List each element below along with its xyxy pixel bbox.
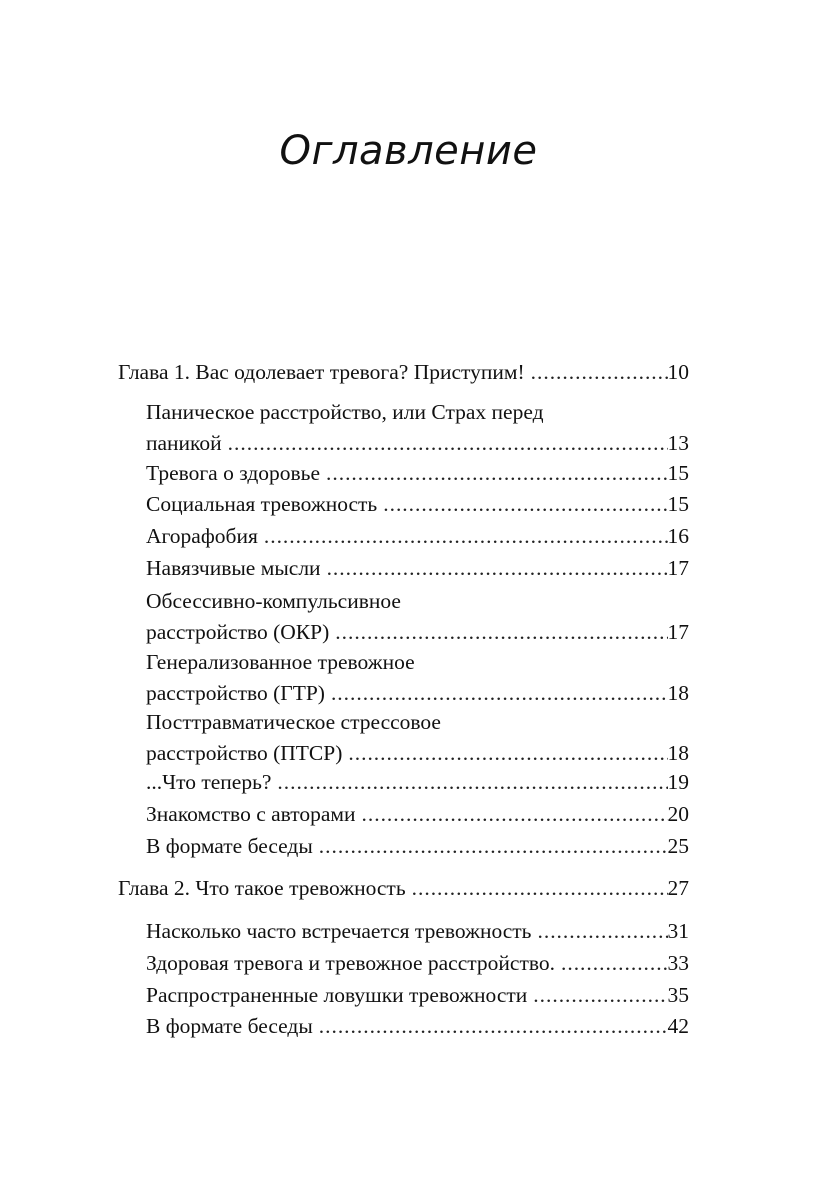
toc-entry-title: Навязчивые мысли (146, 556, 321, 580)
toc-entry-title-line2: расстройство (ПТСР) (146, 741, 343, 765)
toc-page-number: 25 (667, 834, 689, 858)
toc-page-number: 35 (667, 983, 689, 1007)
toc-section-how-common (146, 916, 689, 947)
dot-leader (271, 767, 667, 798)
toc-entry-title: Здоровая тревога и тревожное расстройство. (146, 951, 555, 975)
toc-page-number: 17 (667, 556, 689, 580)
toc-page-number: 31 (667, 919, 689, 943)
toc-section-gad (146, 647, 689, 709)
toc-page-number: 15 (667, 461, 689, 485)
toc-section-what-now (146, 767, 689, 798)
toc-page-number: 27 (667, 876, 689, 900)
toc-entry-title-line2: расстройство (ОКР) (146, 620, 330, 644)
toc-entry-title: Глава 1. Вас одолевает тревога? Приступим! (118, 360, 525, 384)
toc-entry-title: Социальная тревожность (146, 492, 378, 516)
toc-entry-title: ...Что теперь? (146, 770, 272, 794)
dot-leader (406, 873, 668, 904)
dot-leader (320, 458, 667, 489)
toc-section-social-anxiety (146, 489, 689, 520)
dot-leader (321, 553, 668, 584)
toc-page-number: 13 (667, 431, 689, 455)
contents-heading: Оглавление (279, 128, 538, 174)
toc-entry-title-line1: Обсессивно-компульсивное (146, 589, 401, 613)
toc-entry-title: В формате беседы (146, 1014, 313, 1038)
toc-section-ptsd (146, 707, 689, 769)
dot-leader (313, 1011, 668, 1042)
toc-page-number: 15 (667, 492, 689, 516)
toc-section-anxiety-traps (146, 980, 689, 1011)
toc-page-number: 10 (667, 360, 689, 384)
dot-leader (356, 799, 668, 830)
toc-chapter-2 (118, 873, 689, 904)
toc-entry-title: В формате беседы (146, 834, 313, 858)
dot-leader (527, 980, 667, 1011)
toc-section-ocd (146, 586, 689, 648)
dot-leader (377, 489, 667, 520)
toc-entry-title: Распространенные ловушки тревожности (146, 983, 528, 1007)
dot-leader (525, 357, 668, 388)
toc-page-number: 17 (667, 620, 689, 644)
toc-page-number: 19 (667, 770, 689, 794)
toc-entry-title-line1: Посттравматическое стрессовое (146, 710, 441, 734)
toc-page-number: 33 (667, 951, 689, 975)
toc-entry-title: Тревога о здоровье (146, 461, 321, 485)
toc-entry-title: Глава 2. Что такое тревожность (118, 876, 406, 900)
toc-entry-title-line2: расстройство (ГТР) (146, 681, 325, 705)
toc-section-conversation-2 (146, 1011, 689, 1042)
toc-entry-title-line1: Паническое расстройство, или Страх перед (146, 400, 544, 424)
toc-section-health-anxiety (146, 458, 689, 489)
dot-leader (329, 617, 667, 648)
dot-leader (258, 521, 668, 552)
toc-section-healthy-vs-disorder (146, 948, 689, 979)
dot-leader (555, 948, 668, 979)
toc-section-panic-disorder (146, 397, 689, 459)
toc-entry-title: Знакомство с авторами (146, 802, 356, 826)
toc-page-number: 18 (667, 681, 689, 705)
dot-leader (532, 916, 668, 947)
toc-chapter-1 (118, 357, 689, 388)
toc-entry-title: Агорафобия (146, 524, 258, 548)
toc-section-meet-authors (146, 799, 689, 830)
dot-leader (313, 831, 668, 862)
toc-section-agoraphobia (146, 521, 689, 552)
dot-leader (325, 678, 668, 709)
toc-section-conversation-1 (146, 831, 689, 862)
toc-entry-title-line1: Генерализованное тревожное (146, 650, 415, 674)
toc-page-number: 20 (667, 802, 689, 826)
toc-page-number: 18 (667, 741, 689, 765)
dot-leader (342, 738, 667, 769)
toc-section-intrusive-thoughts (146, 553, 689, 584)
toc-page-number: 16 (667, 524, 689, 548)
toc-page-number: 42 (667, 1014, 689, 1038)
toc-entry-title: Насколько часто встречается тревожность (146, 919, 532, 943)
toc-entry-title-line2: паникой (146, 431, 222, 455)
dot-leader (222, 428, 668, 459)
